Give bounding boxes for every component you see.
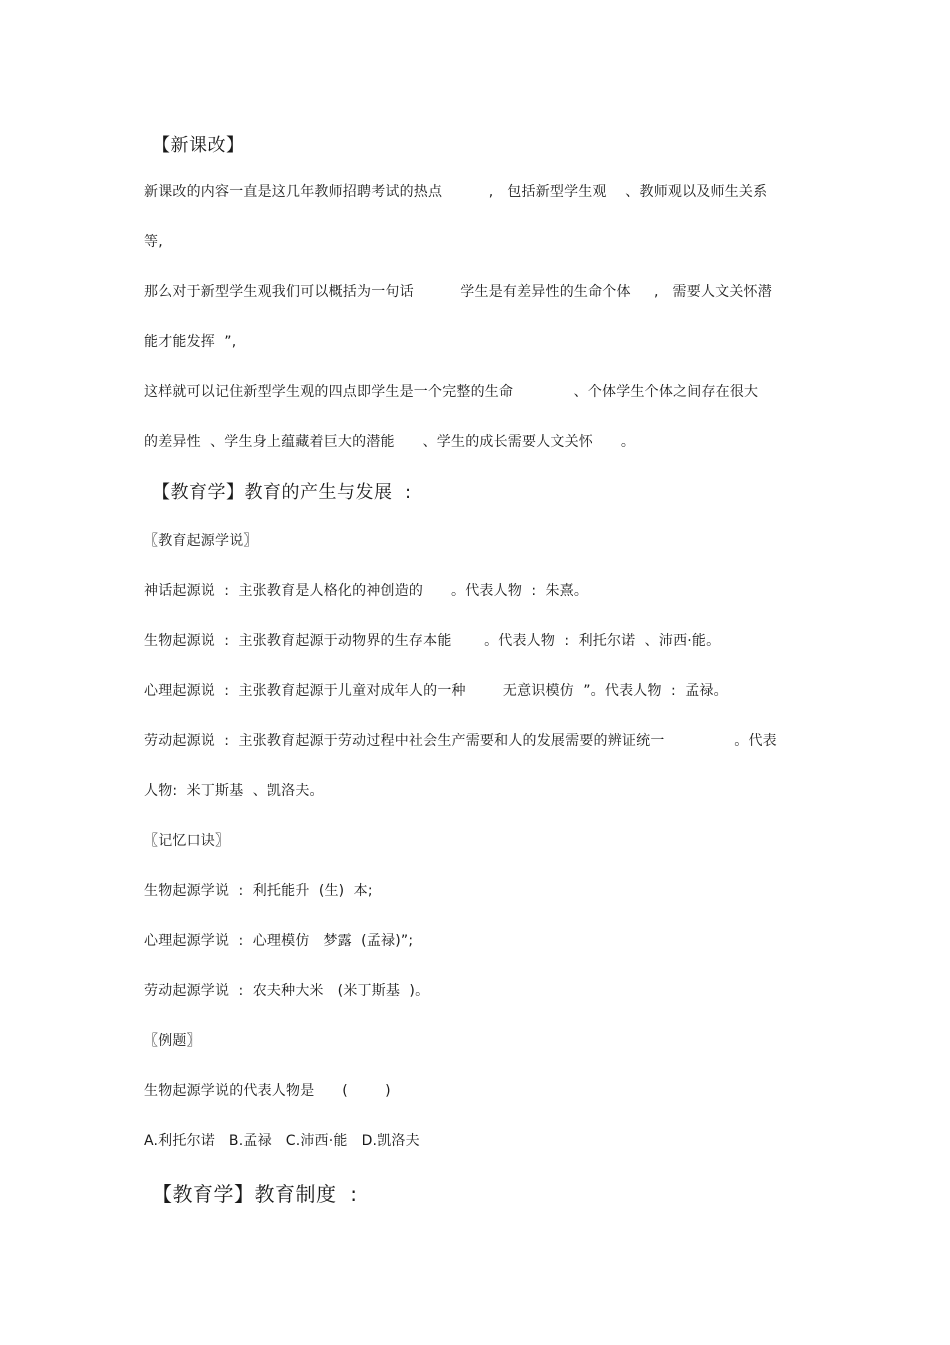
subsection-label-example: 〖例题〗	[144, 1033, 201, 1049]
body-line: 新课改的内容一直是这几年教师招聘考试的热点 , 包括新型学生观 、教师观以及师生关系	[144, 184, 768, 200]
section-heading-new-curriculum: 【新课改】	[152, 135, 245, 156]
body-line: 等,	[144, 234, 163, 250]
section-heading-education-origin: 【教育学】教育的产生与发展 :	[152, 482, 412, 503]
body-line: 劳动起源学说 : 农夫种大米 (米丁斯基 )。	[144, 983, 430, 999]
example-options: A.利托尔诺 B.孟禄 C.沛西·能 D.凯洛夫	[144, 1133, 420, 1149]
body-line: 心理起源说 : 主张教育起源于儿童对成年人的一种 无意识模仿 ”。代表人物 : 孟禄。	[144, 683, 728, 699]
body-line: 那么对于新型学生观我们可以概括为一句话 学生是有差异性的生命个体 , 需要人文关怀潜	[144, 284, 772, 300]
subsection-label-mnemonic: 〖记忆口诀〗	[144, 833, 230, 849]
body-line: 劳动起源说 : 主张教育起源于劳动过程中社会生产需要和人的发展需要的辨证统一 。代表	[144, 733, 777, 749]
body-line: 心理起源学说 : 心理模仿 梦露 (孟禄)”;	[144, 933, 414, 949]
body-line: 神话起源说 : 主张教育是人格化的神创造的 。代表人物 : 朱熹。	[144, 583, 589, 599]
example-question: 生物起源学说的代表人物是 ( )	[144, 1083, 391, 1099]
section-heading-education-system: 【教育学】教育制度 :	[152, 1182, 358, 1206]
body-line: 这样就可以记住新型学生观的四点即学生是一个完整的生命 、个体学生个体之间存在很大	[144, 384, 759, 400]
body-line: 人物: 米丁斯基 、凯洛夫。	[144, 783, 324, 799]
body-line: 生物起源学说 : 利托能升 (生) 本;	[144, 883, 373, 899]
body-line: 生物起源说 : 主张教育起源于动物界的生存本能 。代表人物 : 利托尔诺 、沛西·能。	[144, 633, 721, 649]
body-line: 能才能发挥 ”,	[144, 334, 237, 350]
body-line: 的差异性 、学生身上蕴藏着巨大的潜能 、学生的成长需要人文关怀 。	[144, 434, 636, 450]
subsection-label-origin-theories: 〖教育起源学说〗	[144, 533, 258, 549]
